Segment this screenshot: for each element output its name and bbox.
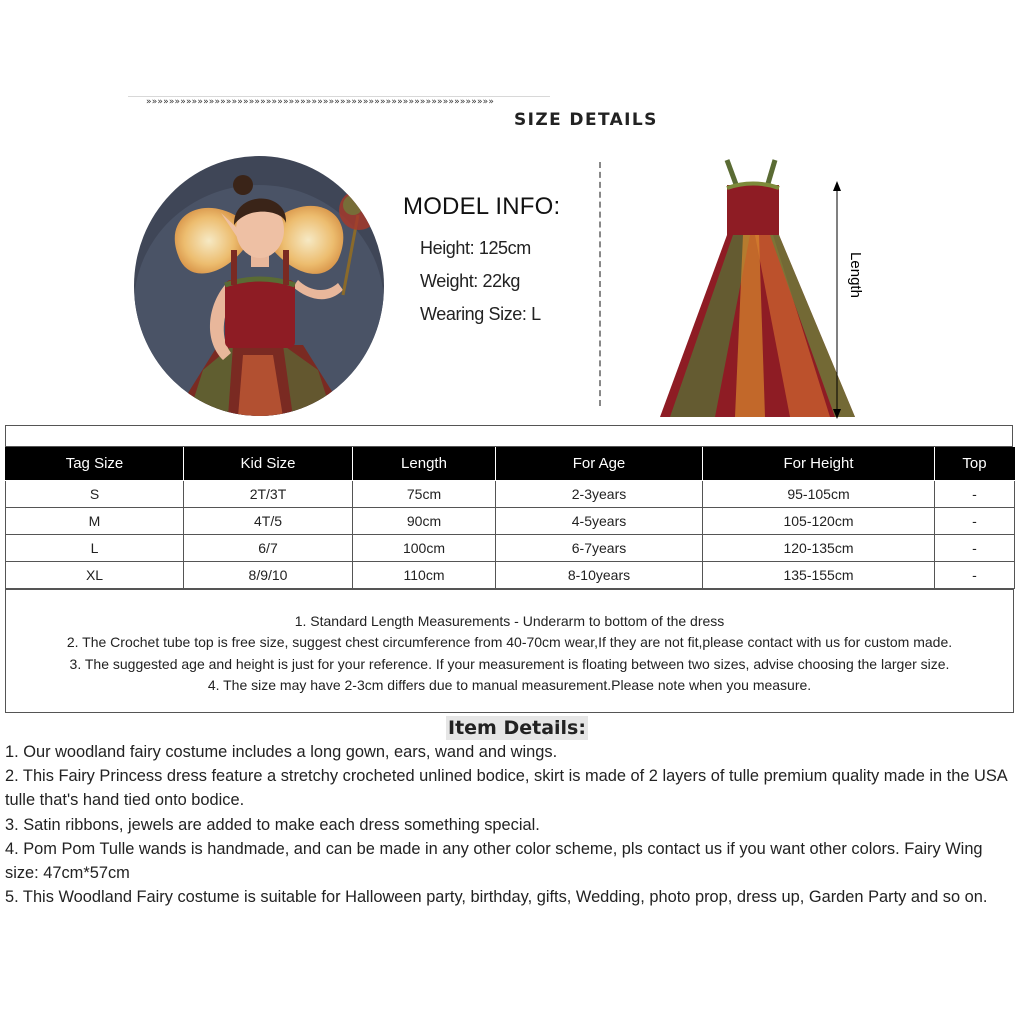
cell-kid-size: 2T/3T	[184, 481, 353, 508]
cell-kid-size: 8/9/10	[184, 562, 353, 589]
size-notes	[5, 589, 1014, 713]
header-for-age: For Age	[496, 447, 703, 481]
item-detail: 4. Pom Pom Tulle wands is handmade, and can be made in any other color scheme, pls contact us if you want other colors. Fairy Wing size: 47cm*57cm	[5, 839, 983, 883]
cell-tag-size: L	[6, 535, 184, 562]
model-height: Height: 125cm	[420, 238, 531, 258]
header-length: Length	[353, 447, 496, 481]
header-tag-size: Tag Size	[6, 447, 184, 481]
item-details-title: Item Details:	[448, 717, 586, 739]
cell-for-height: 95-105cm	[703, 481, 935, 508]
cell-tag-size: S	[6, 481, 184, 508]
model-weight: Weight: 22kg	[420, 271, 520, 291]
header-top: Top	[935, 447, 1015, 481]
item-details-list	[5, 740, 1017, 909]
model-wearing-size: Wearing Size: L	[420, 304, 541, 324]
item-detail: 5. This Woodland Fairy costume is suitable for Halloween party, birthday, gifts, Wedding, photo prop, dress up, Garden Party and so on.	[5, 888, 988, 907]
cell-kid-size: 4T/5	[184, 508, 353, 535]
header-kid-size: Kid Size	[184, 447, 353, 481]
cell-for-age: 6-7years	[496, 535, 703, 562]
cell-length: 90cm	[353, 508, 496, 535]
note-item: 1. Standard Length Measurements - Underarm to bottom of the dress	[294, 613, 725, 629]
cell-for-age: 8-10years	[496, 562, 703, 589]
cell-top: -	[935, 535, 1015, 562]
size-table	[5, 447, 1015, 589]
dress-photo	[655, 155, 870, 427]
item-detail: 3. Satin ribbons, jewels are added to make each dress something special.	[5, 815, 540, 834]
length-label: Length	[847, 252, 864, 298]
cell-for-height: 135-155cm	[703, 562, 935, 589]
cell-length: 100cm	[353, 535, 496, 562]
model-photo	[133, 155, 385, 417]
header-for-height: For Height	[703, 447, 935, 481]
note-item: 4. The size may have 2-3cm differs due to manual measurement.Please note when you measure.	[207, 676, 812, 693]
model-info-title: MODEL INFO:	[403, 193, 561, 220]
table-row	[6, 481, 1015, 508]
item-detail: 2. This Fairy Princess dress feature a stretchy crocheted unlined bodice, skirt is made of 2 layers of tulle premium quality made in the USA tulle that's hand tied onto bodice.	[5, 767, 1007, 810]
cell-for-age: 4-5years	[496, 508, 703, 535]
table-row	[6, 562, 1015, 589]
size-details-title: SIZE DETAILS	[514, 110, 658, 130]
cell-for-age: 2-3years	[496, 481, 703, 508]
cell-top: -	[935, 508, 1015, 535]
cell-tag-size: XL	[6, 562, 184, 589]
cell-length: 75cm	[353, 481, 496, 508]
cell-kid-size: 6/7	[184, 535, 353, 562]
note-item: 2. The Crochet tube top is free size, suggest chest circumference from 40-70cm wear,If they are not fit,please contact with us for custom made.	[66, 634, 953, 651]
table-row	[6, 535, 1015, 562]
cell-top: -	[935, 481, 1015, 508]
decorative-arrows: »»»»»»»»»»»»»»»»»»»»»»»»»»»»»»»»»»»»»»»»»»»»»»»»»»»»»»»»»»»»»	[146, 97, 495, 107]
cell-for-height: 105-120cm	[703, 508, 935, 535]
cell-top: -	[935, 562, 1015, 589]
cell-for-height: 120-135cm	[703, 535, 935, 562]
note-item: 3. The suggested age and height is just for your reference. If your measurement is floating between two sizes, advise choosing the larger size.	[69, 655, 950, 672]
table-header-row	[6, 447, 1015, 481]
table-top-box	[5, 425, 1013, 447]
table-row	[6, 508, 1015, 535]
cell-length: 110cm	[353, 562, 496, 589]
dashed-divider	[599, 162, 601, 406]
cell-tag-size: M	[6, 508, 184, 535]
item-detail: 1. Our woodland fairy costume includes a long gown, ears, wand and wings.	[5, 743, 558, 761]
